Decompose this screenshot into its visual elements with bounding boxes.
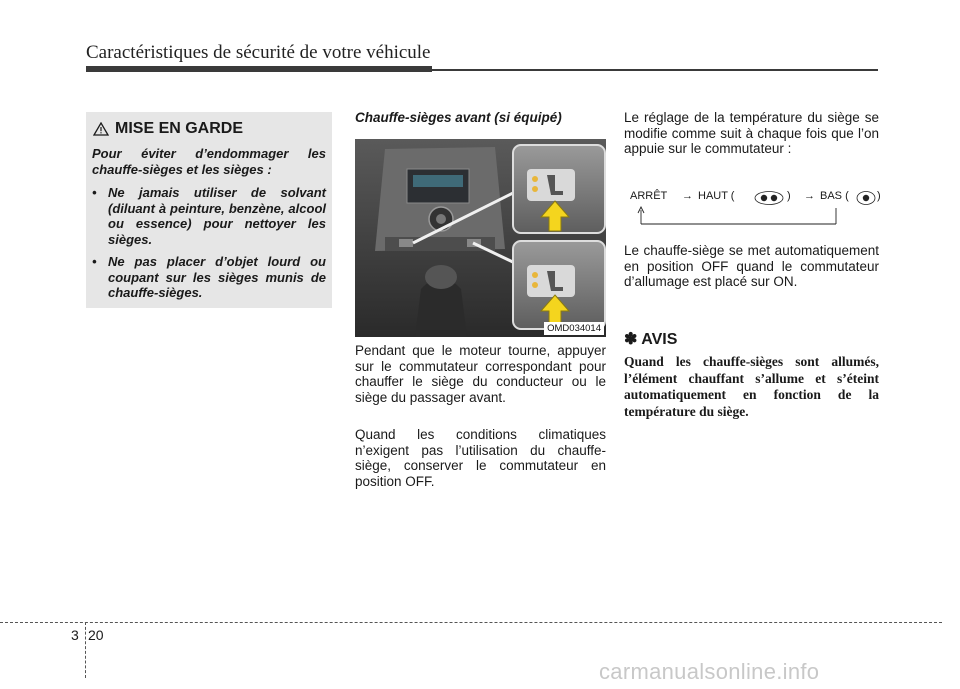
sequence-high: HAUT ( — [698, 190, 735, 202]
paragraph: Le chauffe-siège se met automatiquement en position OFF quand le commutateur d’allumage est placé sur ON. — [624, 243, 879, 289]
warning-item: • Ne jamais utiliser de solvant (diluant à peinture, benzène, alcool ou essence) pour nettoyer les sièges. — [92, 185, 326, 247]
section-heading: Chauffe-sièges avant (si équipé) — [355, 110, 562, 125]
paragraph: Le réglage de la température du siège se modifie comme suit à chaque fois que l’on appuie sur le commutateur : — [624, 110, 879, 156]
sequence-off: ARRÊT — [630, 190, 668, 202]
two-led-icon — [754, 191, 784, 205]
heating-sequence — [630, 190, 890, 230]
loop-arrow-icon — [630, 204, 845, 226]
header-rule — [86, 66, 432, 72]
warning-title: MISE EN GARDE — [115, 120, 244, 137]
paragraph: Quand les conditions climatiques n’exigent pas l’utilisation du chauffe-siège, conserver le commutateur en position OFF. — [355, 427, 606, 489]
sequence-arrow: → — [804, 190, 815, 202]
sequence-close: ) — [877, 190, 881, 202]
paragraph: Pendant que le moteur tourne, appuyer sur le commutateur correspondant pour chauffer le siège du conducteur ou le siège du passager avant. — [355, 343, 606, 405]
warning-box — [86, 112, 332, 308]
warning-item: • Ne pas placer d’objet lourd ou coupant sur les sièges munis de chauffe-sièges. — [92, 254, 326, 300]
image-code: OMD034014 — [544, 322, 604, 335]
footer-divider — [85, 622, 86, 678]
warning-list — [92, 185, 326, 308]
chapter-number: 3 — [71, 627, 79, 643]
console-illustration — [355, 139, 606, 337]
warning-intro: Pour éviter d’endommager les chauffe-sièges et les sièges : — [92, 146, 326, 177]
watermark: carmanualsonline.info — [599, 659, 820, 684]
sequence-arrow: → — [682, 190, 693, 202]
page-number: 20 — [88, 627, 104, 643]
notice-text: Quand les chauffe-sièges sont allumés, l’élément chauffant s’allume et s’éteint automatiquement en fonction de la température du siège. — [624, 354, 879, 419]
notice-title: ✽ AVIS — [624, 331, 678, 348]
sequence-low: BAS ( — [820, 190, 849, 202]
footer-rule — [0, 622, 942, 623]
warning-header — [93, 120, 243, 138]
header-rule-thin — [432, 69, 878, 71]
seat-heater-photo — [355, 139, 606, 337]
page-header-title: Caractéristiques de sécurité de votre véhicule — [86, 42, 431, 63]
one-led-icon — [856, 191, 876, 205]
sequence-close: ) — [787, 190, 791, 202]
warning-triangle-icon — [93, 122, 109, 136]
